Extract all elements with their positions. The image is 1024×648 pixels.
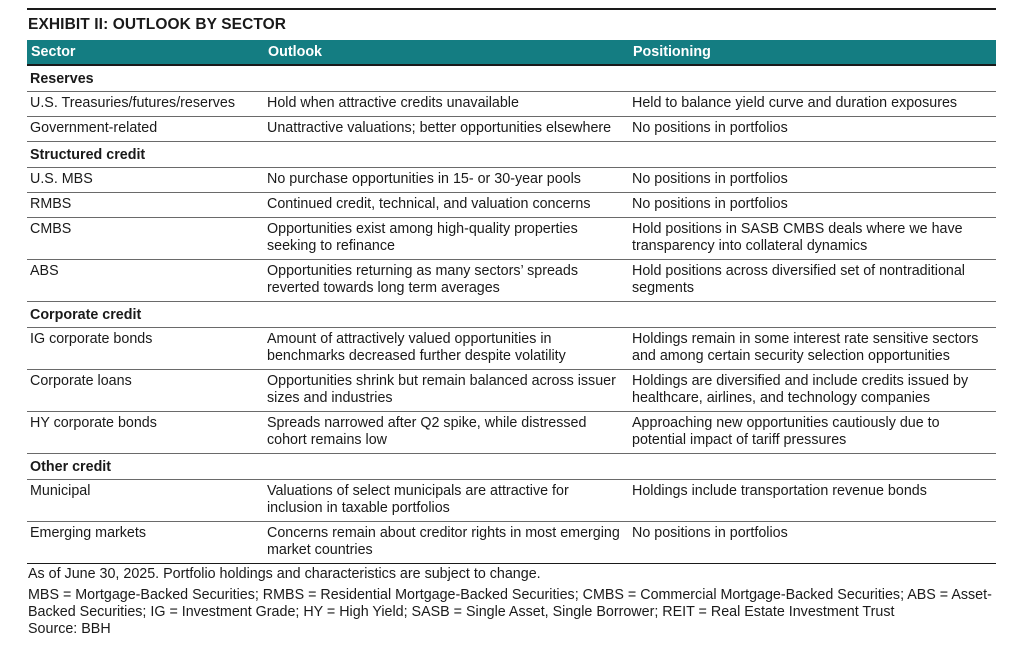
sector-cell: HY corporate bonds [27,412,264,454]
footnotes [28,566,1000,638]
outlook-cell: Spreads narrowed after Q2 spike, while distressed cohort remains low [264,412,629,454]
positioning-cell: Holdings are diversified and include credits issued by healthcare, airlines, and technology companies [629,370,996,412]
outlook-cell: Unattractive valuations; better opportunities elsewhere [264,117,629,142]
outlook-cell: Opportunities exist among high-quality properties seeking to refinance [264,218,629,260]
outlook-cell: Opportunities shrink but remain balanced across issuer sizes and industries [264,370,629,412]
source-note: Source: BBH [28,621,111,637]
table-row [27,480,996,522]
sector-cell: CMBS [27,218,264,260]
table-row [27,328,996,370]
outlook-cell: No purchase opportunities in 15- or 30-year pools [264,168,629,193]
table-row [27,92,996,117]
positioning-cell: Holdings include transportation revenue bonds [629,480,996,522]
as-of-note: As of June 30, 2025. Portfolio holdings and characteristics are subject to change. [28,566,541,582]
positioning-cell: Held to balance yield curve and duration exposures [629,92,996,117]
sector-cell: U.S. MBS [27,168,264,193]
table-row [27,117,996,142]
outlook-cell: Opportunities returning as many sectors’ spreads reverted towards long term averages [264,260,629,302]
table-row [27,260,996,302]
sector-cell: IG corporate bonds [27,328,264,370]
group-label: Reserves [27,65,996,92]
positioning-cell: No positions in portfolios [629,522,996,564]
header-positioning: Positioning [629,40,996,65]
group-label: Structured credit [27,142,996,168]
sector-cell: RMBS [27,193,264,218]
abbreviations-note: MBS = Mortgage-Backed Securities; RMBS = Residential Mortgage-Backed Securities; CMBS = Commercial Mortgage-Backed Securities; ABS = Asset-Backed Securities; IG = Investment Grade; HY = High Yield; SASB = Single Asset, Single Borrower; REIT = Real Estate Investment Trust [28,587,992,620]
group-label: Corporate credit [27,302,996,328]
positioning-cell: Holdings remain in some interest rate sensitive sectors and among certain security selection opportunities [629,328,996,370]
table-row [27,370,996,412]
sector-cell: Government-related [27,117,264,142]
sector-cell: U.S. Treasuries/futures/reserves [27,92,264,117]
group-label: Other credit [27,454,996,480]
positioning-cell: Hold positions in SASB CMBS deals where we have transparency into collateral dynamics [629,218,996,260]
positioning-cell: No positions in portfolios [629,117,996,142]
table-header-row [27,40,996,65]
sector-cell: Municipal [27,480,264,522]
sector-cell: Corporate loans [27,370,264,412]
header-outlook: Outlook [264,40,629,65]
group-row-reserves [27,65,996,92]
table-row [27,193,996,218]
positioning-cell: No positions in portfolios [629,168,996,193]
sector-cell: ABS [27,260,264,302]
group-row-corporate-credit [27,302,996,328]
positioning-cell: No positions in portfolios [629,193,996,218]
table-row [27,522,996,564]
outlook-cell: Valuations of select municipals are attractive for inclusion in taxable portfolios [264,480,629,522]
exhibit-title: EXHIBIT II: OUTLOOK BY SECTOR [28,16,287,33]
outlook-cell: Hold when attractive credits unavailable [264,92,629,117]
top-rule [27,8,996,10]
table-row [27,218,996,260]
sector-cell: Emerging markets [27,522,264,564]
group-row-structured-credit [27,142,996,168]
header-sector: Sector [27,40,264,65]
outlook-cell: Continued credit, technical, and valuation concerns [264,193,629,218]
group-row-other-credit [27,454,996,480]
table-row [27,168,996,193]
sector-outlook-table [27,40,996,564]
positioning-cell: Hold positions across diversified set of nontraditional segments [629,260,996,302]
positioning-cell: Approaching new opportunities cautiously due to potential impact of tariff pressures [629,412,996,454]
outlook-cell: Amount of attractively valued opportunities in benchmarks decreased further despite volatility [264,328,629,370]
table-row [27,412,996,454]
outlook-cell: Concerns remain about creditor rights in most emerging market countries [264,522,629,564]
